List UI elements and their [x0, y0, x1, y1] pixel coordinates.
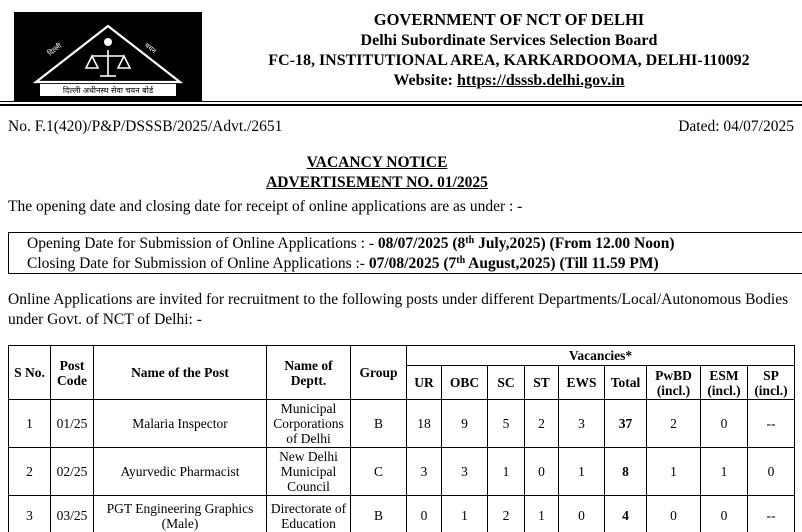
cell-group: B — [351, 400, 407, 448]
cell-pwbd: 1 — [647, 448, 701, 496]
header-pwbd: PwBD (incl.) — [647, 366, 701, 400]
header-sp: SP (incl.) — [748, 366, 795, 400]
cell-total: 37 — [605, 400, 647, 448]
dsssb-logo — [14, 12, 202, 102]
cell-ur: 0 — [407, 496, 442, 532]
cell-sno: 3 — [9, 496, 51, 532]
cell-group: C — [351, 448, 407, 496]
header-group: Group — [351, 346, 407, 400]
cell-pwbd: 0 — [647, 496, 701, 532]
cell-esm: 0 — [701, 400, 748, 448]
table-row — [9, 496, 795, 532]
cell-sp: 0 — [748, 448, 795, 496]
header-post-name: Name of the Post — [94, 346, 267, 400]
cell-group: B — [351, 496, 407, 532]
board-address: FC-18, INSTITUTIONAL AREA, KARKARDOOMA, DELHI-110092 — [268, 52, 750, 69]
recruitment-paragraph: Online Applications are invited for recruitment to the following posts under different Departments/Local/Autonomous Bodies under Govt. of NCT of Delhi: - — [8, 291, 789, 328]
cell-obc: 1 — [442, 496, 488, 532]
cell-post-name: Malaria Inspector — [94, 400, 267, 448]
notice-title: VACANCY NOTICE — [306, 154, 448, 171]
notice-date: Dated: 04/07/2025 — [678, 118, 794, 135]
cell-total: 4 — [605, 496, 647, 532]
cell-ews: 1 — [559, 448, 605, 496]
table-row — [9, 400, 795, 448]
header-divider-thick — [0, 104, 802, 106]
dates-intro: The opening date and closing date for receipt of online applications are as under : - — [8, 198, 523, 215]
website-link[interactable]: https://dsssb.delhi.gov.in — [456, 72, 625, 89]
header-ur: UR — [407, 366, 442, 400]
header-vacancies: Vacancies* — [407, 346, 795, 366]
header-sno: S No. — [9, 346, 51, 400]
cell-department: Municipal Corporations of Delhi — [267, 400, 351, 448]
board-name: Delhi Subordinate Services Selection Board — [360, 32, 658, 49]
header-st: ST — [525, 366, 559, 400]
cell-sp: -- — [748, 496, 795, 532]
cell-ews: 3 — [559, 400, 605, 448]
cell-ews: 0 — [559, 496, 605, 532]
closing-date-label: Closing Date for Submission of Online Applications :- — [27, 255, 369, 272]
closing-date: 07/08/2025 (7 — [368, 255, 457, 272]
cell-sc: 5 — [488, 400, 525, 448]
vacancy-table — [8, 345, 795, 532]
cell-department: Directorate of Education — [267, 496, 351, 532]
header-ews: EWS — [559, 366, 605, 400]
cell-sc: 1 — [488, 448, 525, 496]
svg-text:चयन: चयन — [142, 41, 158, 56]
opening-date-label: Opening Date for Submission of Online Applications : - — [27, 235, 378, 252]
cell-post-name: Ayurvedic Pharmacist — [94, 448, 267, 496]
cell-post-code: 02/25 — [51, 448, 94, 496]
cell-sp: -- — [748, 400, 795, 448]
svg-text:दिल्ली: दिल्ली — [46, 41, 64, 58]
header-post-code: Post Code — [51, 346, 94, 400]
header-divider-thin — [0, 101, 802, 102]
header-total: Total — [605, 366, 647, 400]
table-row — [9, 448, 795, 496]
cell-department: New Delhi Municipal Council — [267, 448, 351, 496]
file-number: No. F.1(420)/P&P/DSSSB/2025/Advt./2651 — [8, 118, 283, 135]
header-obc: OBC — [442, 366, 488, 400]
header-department: Name of Deptt. — [267, 346, 351, 400]
cell-esm: 0 — [701, 496, 748, 532]
cell-total: 8 — [605, 448, 647, 496]
cell-sno: 1 — [9, 400, 51, 448]
cell-ur: 3 — [407, 448, 442, 496]
cell-st: 2 — [525, 400, 559, 448]
cell-st: 1 — [525, 496, 559, 532]
website-line — [200, 72, 802, 90]
cell-obc: 9 — [442, 400, 488, 448]
cell-sno: 2 — [9, 448, 51, 496]
header-sc: SC — [488, 366, 525, 400]
government-title: GOVERNMENT OF NCT OF DELHI — [373, 10, 645, 29]
cell-obc: 3 — [442, 448, 488, 496]
cell-pwbd: 2 — [647, 400, 701, 448]
website-label: Website: — [393, 72, 457, 89]
dates-box — [8, 232, 802, 274]
emblem-icon — [104, 38, 112, 46]
closing-date-line: Closing Date for Submission of Online Applications :- 07/08/2025 (7th August,2025) (Till 11.59 PM) — [27, 255, 659, 272]
logo-caption: दिल्ली अधीनस्थ सेवा चयन बोर्ड — [62, 86, 154, 95]
cell-sc: 2 — [488, 496, 525, 532]
opening-date-line: Opening Date for Submission of Online Applications : - 08/07/2025 (8th July,2025) (From 12.00 Noon) — [27, 235, 675, 252]
opening-date: 08/07/2025 (8 — [377, 235, 466, 252]
header-esm: ESM (incl.) — [701, 366, 748, 400]
cell-ur: 18 — [407, 400, 442, 448]
cell-post-code: 01/25 — [51, 400, 94, 448]
cell-post-name: PGT Engineering Graphics (Male) — [94, 496, 267, 532]
cell-esm: 1 — [701, 448, 748, 496]
cell-post-code: 03/25 — [51, 496, 94, 532]
cell-st: 0 — [525, 448, 559, 496]
advertisement-number: ADVERTISEMENT NO. 01/2025 — [266, 174, 488, 191]
scales-icon — [86, 50, 130, 76]
